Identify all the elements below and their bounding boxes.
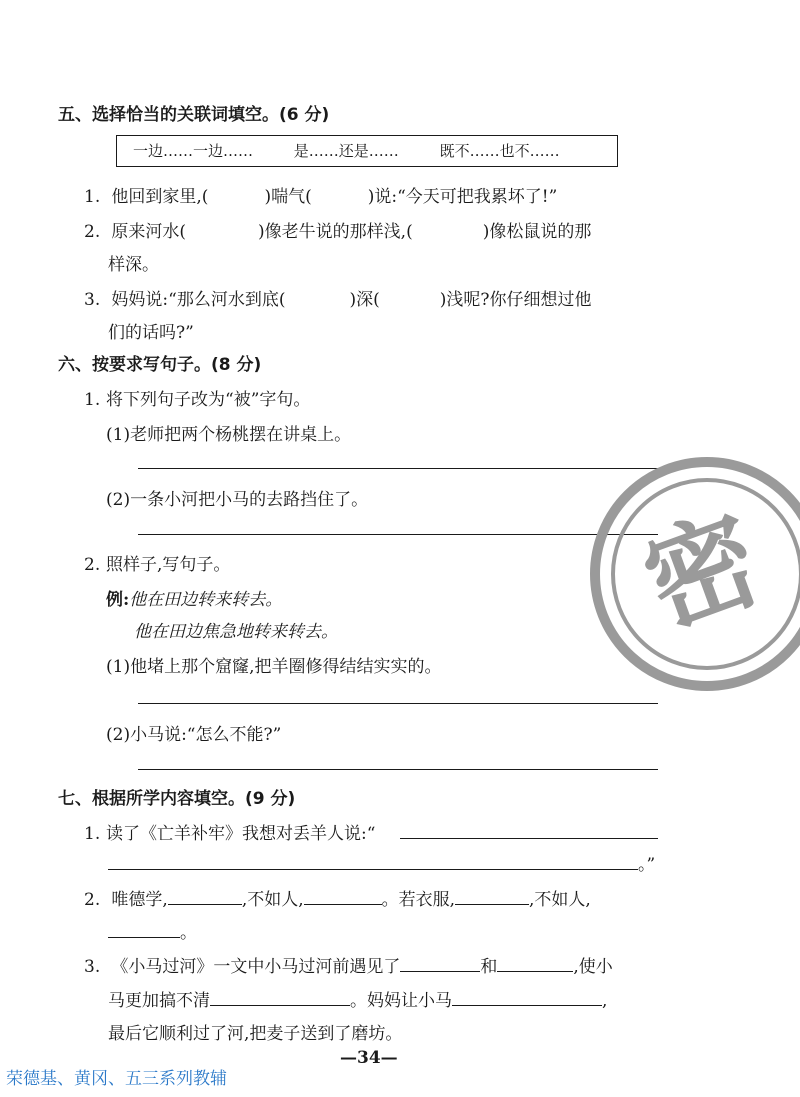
s7-question-3-end: 最后它顺利过了河,把麦子送到了磨坊。 [108, 1024, 403, 1044]
s5-question-2: 2. 原来河水( )像老牛说的那样浅,( )像松鼠说的那 [84, 222, 592, 242]
answer-line[interactable] [138, 468, 658, 469]
page-number: —34— [340, 1048, 398, 1068]
example-label: 例: [106, 590, 130, 610]
s5-question-3: 3. 妈妈说:“那么河水到底( )深( )浅呢?你仔细想过他 [84, 290, 592, 310]
s6-q1-sentence-1: (1)老师把两个杨桃摆在讲桌上。 [106, 425, 352, 445]
answer-line[interactable] [138, 703, 658, 704]
s7-question-1: 1. 读了《亡羊补牢》我想对丢羊人说:“ [84, 824, 376, 844]
option-3: 既不……也不…… [439, 142, 560, 160]
stamp-text: 密 [628, 493, 776, 652]
fill-blank[interactable] [108, 921, 180, 938]
example-line-2: 他在田边焦急地转来转去。 [134, 622, 338, 642]
s5-question-2-cont: 样深。 [108, 255, 159, 275]
option-1: 一边……一边…… [133, 142, 254, 160]
s6-question-2: 2. 照样子,写句子。 [84, 555, 231, 575]
s7-question-3: 3. 《小马过河》一文中小马过河前遇见了 和 ,使小 [84, 957, 613, 977]
section7-title: 七、根据所学内容填空。(9 分) [58, 789, 296, 809]
secret-stamp-icon [585, 452, 800, 697]
fill-blank[interactable] [497, 955, 573, 972]
s6-question-1: 1. 将下列句子改为“被”字句。 [84, 390, 311, 410]
s6-q1-sentence-2: (2)一条小河把小马的去路挡住了。 [106, 490, 369, 510]
fill-blank[interactable] [455, 888, 529, 905]
example-line-1: 他在田边转来转去。 [129, 590, 283, 610]
answer-line[interactable] [108, 869, 638, 870]
section5-title: 五、选择恰当的关联词填空。(6 分) [58, 105, 330, 125]
s6-q2-sentence-1: (1)他堵上那个窟窿,把羊圈修得结结实实的。 [106, 657, 442, 677]
section6-title: 六、按要求写句子。(8 分) [58, 355, 262, 375]
s5-question-3-cont: 们的话吗?” [108, 323, 194, 343]
answer-line[interactable] [400, 838, 658, 839]
answer-line[interactable] [138, 534, 658, 535]
option-2: 是……还是…… [293, 142, 399, 160]
publisher-footer: 荣德基、黄冈、五三系列教辅 [6, 1069, 227, 1089]
fill-blank[interactable] [168, 888, 242, 905]
s7-question-2-cont: 。 [108, 918, 197, 943]
fill-blank[interactable] [452, 989, 602, 1006]
fill-blank[interactable] [400, 955, 480, 972]
word-options-box [116, 135, 618, 167]
s5-question-1: 1. 他回到家里,( )喘气( )说:“今天可把我累坏了!” [84, 187, 558, 207]
fill-blank[interactable] [210, 989, 350, 1006]
answer-line[interactable] [138, 769, 658, 770]
s7-question-2: 2. 唯德学, ,不如人, 。若衣服, ,不如人, [84, 890, 591, 910]
s6-q2-sentence-2: (2)小马说:“怎么不能?” [106, 725, 282, 745]
s7-q1-end: 。” [638, 855, 656, 875]
fill-blank[interactable] [304, 888, 382, 905]
example [106, 585, 282, 610]
s7-question-3-cont: 马更加搞不清 。妈妈让小马 , [108, 991, 608, 1011]
